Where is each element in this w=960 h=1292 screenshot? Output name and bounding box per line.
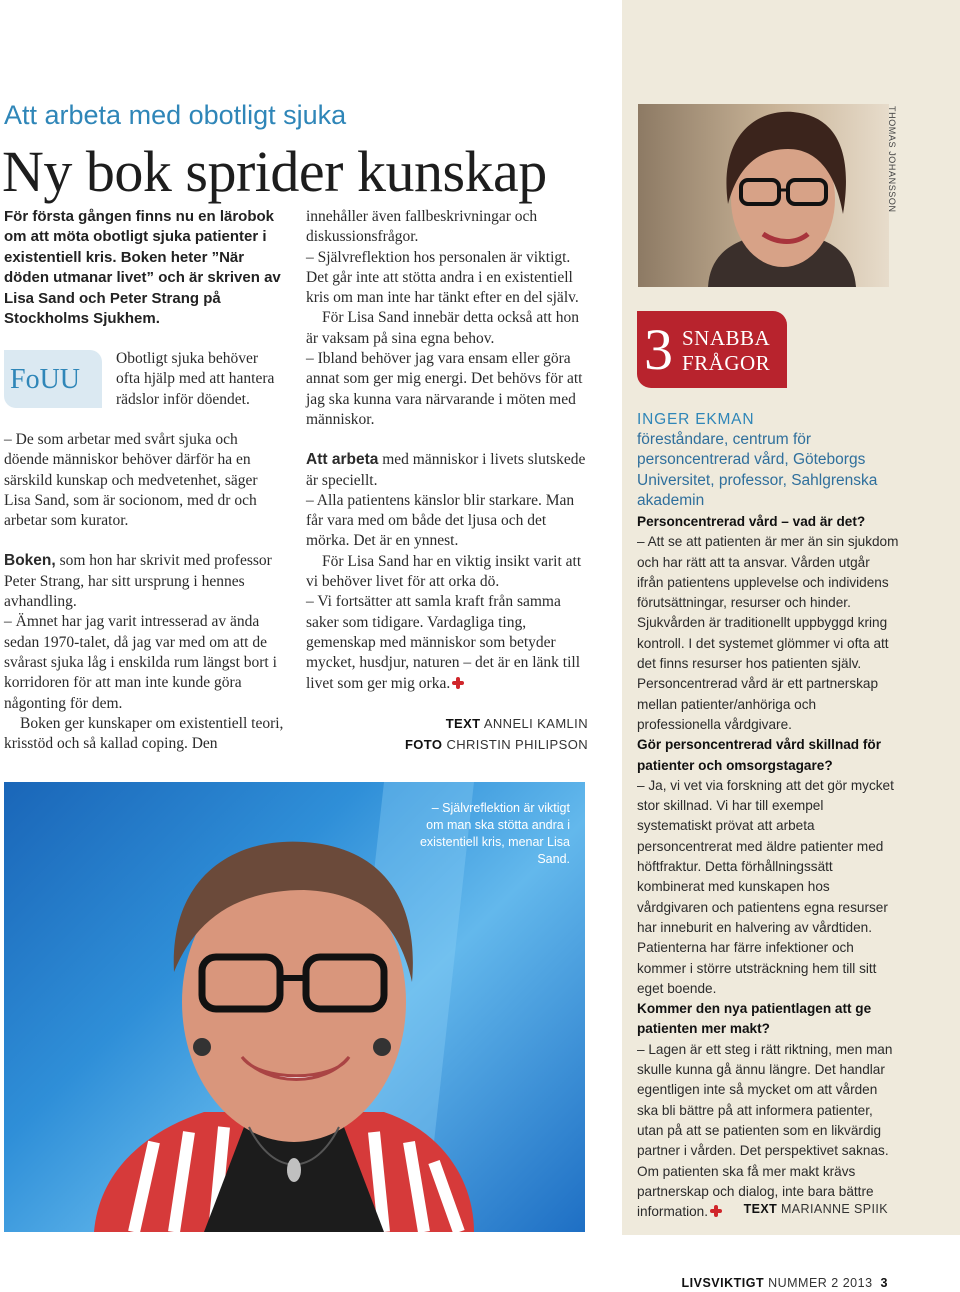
body-paragraph (306, 592, 590, 693)
body-column-left (4, 430, 284, 754)
answer: – Att se att patienten är mer än sin sjukdom och har rätt att ta ansvar. Vården utgår ifrån patientens upplevelse och individens förutsättningar, resurser och hinder. Sjukvården är traditionellt uppbyggd kring kontroll. I det systemet glömmer vi ofta att det finns resurser hos patienten själv. Personcentrerad vård är ett partnerskap mellan patienter/anhöriga och professionella vårdgivare. (637, 534, 899, 732)
paragraph-text: – Vi fortsätter att samla kraft från samma saker som tidigare. Vardagliga ting, gemenskap med människor som betyder mycket, husdjur, naturen – det är en länk till livet som ger mig orka. (306, 593, 580, 692)
answer (637, 1040, 899, 1223)
fouu-label: FoUU (10, 364, 81, 395)
badge-word: SNABBA (682, 326, 771, 350)
body-paragraph: – Självreflektion hos personalen är viktigt. Det går inte att stötta andra i en existentiell kris om man inte har tänkt efter en del själv. (306, 248, 579, 307)
issue-label: NUMMER 2 2013 (768, 1276, 873, 1290)
body-paragraph (306, 450, 590, 491)
interviewee-role: föreståndare, centrum för personcentrerad vård, Göteborgs Universitet, professor, Sahlgrenska akademin (637, 431, 878, 509)
end-mark-icon (452, 677, 464, 689)
article-ingress: För första gången finns nu en lärobok om att möta obotligt sjuka patienter i existentiell kris. Boken heter ”När döden utmanar livet” och är skriven av Lisa Sand och Peter Strang på Stockholms Sjukhem. (4, 208, 281, 328)
text-credit (446, 716, 588, 731)
credit-name: MARIANNE SPIIK (780, 1202, 888, 1216)
magazine-name: LIVSVIKTIGT (681, 1276, 765, 1290)
paragraph-lead: Boken, (4, 552, 56, 570)
body-paragraph: – Alla patientens känslor blir starkare. Man får vara med om både det ljusa och det mörka. Det är en ynnest. (306, 491, 575, 550)
body-paragraph: – De som arbetar med svårt sjuka och döende människor behöver därför ha en särskild kunskap och medvetenhet, säger Lisa Sand, som är socionom, med dr och arbetar som kurator. (4, 431, 258, 530)
question: Gör personcentrerad vård skillnad för patienter och omsorgstagare? (637, 737, 882, 773)
question: Personcentrerad vård – vad är det? (637, 514, 866, 529)
credit-label: FOTO (404, 737, 443, 752)
article-kicker: Att arbeta med obotligt sjuka (4, 100, 347, 130)
answer: – Ja, vi vet via forskning att det gör mycket stor skillnad. Vi har till exempel systematiskt prövat att arbeta personcentrerat med äldre patienter med höftfraktur. Detta förhållningssätt kombinerat med kunskapen hos vårdgivaren och patientens egna resurser har inneburit en halvering av vårdtiden. Patienterna har färre infektioner och kommer i större utsträckning hem till sitt eget boende. (637, 777, 894, 996)
answer-text: – Lagen är ett steg i rätt riktning, men man skulle kunna gå ännu längre. Det handlar egentligen inte så mycket om att vården ska bli bättre på att informera patienter, utan på att se patienten som en likvärdig partner i vården. Det perspektivet saknas. Om patienten ska få mer makt krävs partnerskap och dialog, inte bara bättre information. (637, 1041, 893, 1220)
sidebar-photo-credit: THOMAS JOHANSSON (887, 106, 897, 213)
credit-label: TEXT (445, 716, 481, 731)
portrait-photo-inger-ekman (638, 104, 889, 287)
interviewee-name: INGER EKMAN (637, 411, 755, 428)
body-paragraph: innehåller även fallbeskrivningar och diskussionsfrågor. (306, 208, 538, 246)
badge-word: FRÅGOR (682, 351, 771, 375)
body-paragraph (4, 551, 284, 612)
page-number: 3 (880, 1276, 888, 1290)
article-headline: Ny bok sprider kunskap (2, 139, 547, 204)
body-paragraph: – Ämnet har jag varit intresserad av ända sedan 1970-talet, då jag var med om att de svårast sjuka låg i enskilda rum längst bort i korridoren för att man inte kunde göra någonting för dem. (4, 613, 277, 712)
body-column-middle (306, 207, 590, 694)
fouu-intro-text: Obotligt sjuka behöver ofta hjälp med att hantera rädslor inför döendet. (116, 350, 275, 408)
paragraph-text: som hon har skrivit med professor Peter Strang, har sitt ursprung i hennes avhandling. (4, 552, 272, 611)
body-paragraph: För Lisa Sand har en viktig insikt varit att vi behöver livet för att orka dö. (306, 552, 582, 591)
body-paragraph: – Ibland behöver jag vara ensam eller göra annat som ger mig energi. Det behövs för att jag ska kunna vara närvarande i möten med människor. (306, 350, 583, 428)
credit-label: TEXT (743, 1202, 778, 1216)
body-paragraph: För Lisa Sand innebär detta också att hon är vaksam på sina egna behov. (306, 309, 579, 347)
page-footer (682, 1276, 888, 1290)
qa-section (637, 512, 899, 1222)
body-paragraph: Boken ger kunskaper om existentiell teori, krisstöd och så kallad coping. Den (4, 714, 284, 753)
paragraph-text: med människor i livets slutskede är speciellt. (306, 451, 586, 489)
portrait-illustration (638, 104, 889, 287)
photo-credit (405, 737, 588, 752)
sidebar-text-credit (744, 1202, 888, 1216)
badge-number: 3 (644, 317, 673, 382)
photo-caption: – Självreflektion är viktigt om man ska stötta andra i existentiell kris, menar Lisa Sand. (419, 801, 570, 866)
credit-name: ANNELI KAMLIN (483, 716, 588, 731)
paragraph-lead: Att arbeta (306, 451, 379, 469)
credit-name: CHRISTIN PHILIPSON (446, 737, 588, 752)
end-mark-icon (710, 1205, 722, 1217)
question: Kommer den nya patientlagen att ge patienten mer makt? (637, 1001, 872, 1037)
